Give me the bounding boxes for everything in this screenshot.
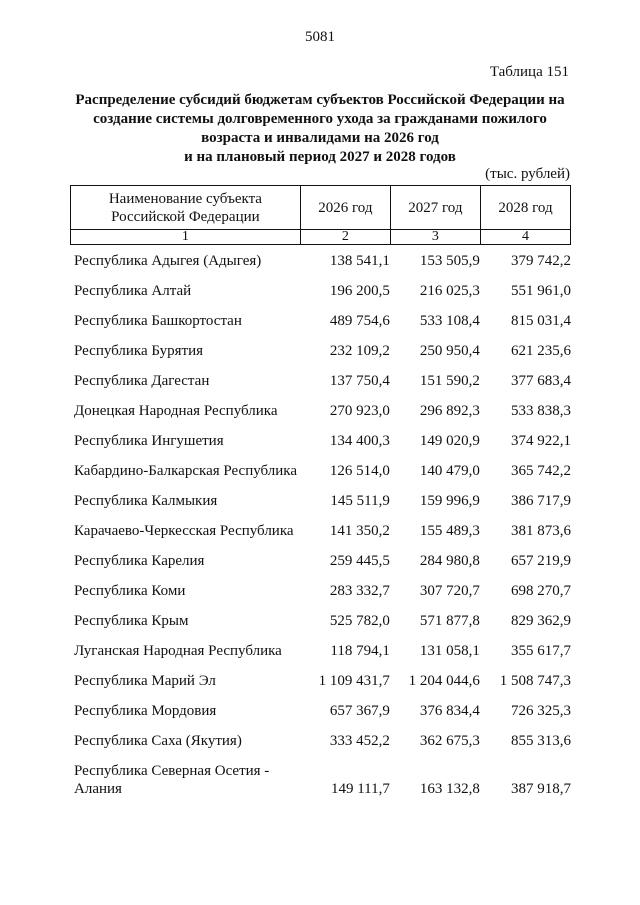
table-body <box>70 246 571 804</box>
value-2026: 489 754,6 <box>329 313 390 329</box>
table-row <box>70 756 571 804</box>
value-2028: 551 961,0 <box>511 283 571 299</box>
value-2028: 1 508 747,3 <box>499 673 571 689</box>
value-2028: 355 617,7 <box>511 643 571 659</box>
region-name: Республика Карелия <box>74 553 205 569</box>
title-line: Распределение субсидий бюджетам субъектов Российской Федерации на <box>75 92 565 108</box>
value-2028: 377 683,4 <box>511 373 571 389</box>
table-row <box>70 426 571 456</box>
value-2026: 333 452,2 <box>329 733 390 749</box>
region-name: Республика Коми <box>74 583 186 599</box>
table-row <box>70 516 571 546</box>
value-2027: 362 675,3 <box>419 733 480 749</box>
value-2027: 376 834,4 <box>419 703 480 719</box>
table-row <box>70 636 571 666</box>
value-2026: 134 400,3 <box>329 433 390 449</box>
region-name: Республика Марий Эл <box>74 673 216 689</box>
value-2028: 386 717,9 <box>511 493 571 509</box>
column-number: 1 <box>71 230 301 245</box>
table-label: Таблица 151 <box>489 64 569 80</box>
table-row <box>70 396 571 426</box>
region-name: Республика Северная Осетия - Алания <box>74 763 270 797</box>
table-row <box>70 696 571 726</box>
table-row <box>70 276 571 306</box>
table-row <box>70 726 571 756</box>
table-row <box>70 306 571 336</box>
region-name: Республика Калмыкия <box>74 493 218 509</box>
region-name: Республика Крым <box>74 613 189 629</box>
value-2028: 815 031,4 <box>511 313 571 329</box>
table-row <box>70 576 571 606</box>
column-number: 4 <box>480 230 570 245</box>
title-line: и на плановый период 2027 и 2028 годов <box>184 149 456 165</box>
value-2026: 126 514,0 <box>329 463 390 479</box>
value-2028: 533 838,3 <box>511 403 571 419</box>
header-2027: 2027 год <box>390 186 480 230</box>
value-2028: 374 922,1 <box>511 433 571 449</box>
page-number: 5081 <box>305 29 335 45</box>
value-2028: 657 219,9 <box>511 553 571 569</box>
value-2027: 131 058,1 <box>419 643 480 659</box>
value-2028: 829 362,9 <box>511 613 571 629</box>
value-2026: 270 923,0 <box>329 403 390 419</box>
region-name: Республика Ингушетия <box>74 433 224 449</box>
value-2027: 159 996,9 <box>419 493 480 509</box>
value-2027: 533 108,4 <box>419 313 480 329</box>
table-row <box>70 486 571 516</box>
value-2026: 196 200,5 <box>329 283 390 299</box>
region-name: Карачаево-Черкесская Республика <box>74 523 294 539</box>
value-2026: 145 511,9 <box>330 493 390 509</box>
value-2027: 140 479,0 <box>419 463 480 479</box>
value-2027: 149 020,9 <box>419 433 480 449</box>
region-name: Республика Алтай <box>74 283 192 299</box>
region-name: Донецкая Народная Республика <box>74 403 278 419</box>
value-2026: 137 750,4 <box>329 373 390 389</box>
table-row <box>70 336 571 366</box>
value-2026: 232 109,2 <box>329 343 390 359</box>
value-2026: 118 794,1 <box>330 643 390 659</box>
header-name: Наименование субъекта Российской Федерации <box>71 186 301 230</box>
value-2027: 296 892,3 <box>419 403 480 419</box>
value-2028: 698 270,7 <box>511 583 571 599</box>
table-title <box>60 91 580 167</box>
region-name: Республика Мордовия <box>74 703 217 719</box>
value-2027: 571 877,8 <box>419 613 480 629</box>
region-name: Республика Дагестан <box>74 373 210 389</box>
value-2026: 525 782,0 <box>329 613 390 629</box>
value-2027: 307 720,7 <box>419 583 480 599</box>
value-2028: 621 235,6 <box>511 343 571 359</box>
units-label: (тыс. рублей) <box>485 166 570 182</box>
value-2026: 657 367,9 <box>329 703 390 719</box>
value-2028: 387 918,7 <box>511 781 571 797</box>
table-row <box>70 546 571 576</box>
value-2028: 381 873,6 <box>511 523 571 539</box>
value-2027: 216 025,3 <box>419 283 480 299</box>
region-name: Республика Бурятия <box>74 343 204 359</box>
region-name: Республика Адыгея (Адыгея) <box>74 253 262 269</box>
table-row <box>70 366 571 396</box>
value-2026: 141 350,2 <box>329 523 390 539</box>
value-2027: 1 204 044,6 <box>408 673 480 689</box>
value-2026: 1 109 431,7 <box>318 673 390 689</box>
table-row <box>70 246 571 276</box>
value-2028: 855 313,6 <box>511 733 571 749</box>
value-2026: 259 445,5 <box>329 553 390 569</box>
value-2028: 379 742,2 <box>511 253 571 269</box>
value-2028: 726 325,3 <box>511 703 571 719</box>
region-name: Кабардино-Балкарская Республика <box>74 463 298 479</box>
value-2027: 155 489,3 <box>419 523 480 539</box>
value-2027: 284 980,8 <box>419 553 480 569</box>
region-name: Луганская Народная Республика <box>74 643 282 659</box>
value-2026: 283 332,7 <box>329 583 390 599</box>
region-name: Республика Саха (Якутия) <box>74 733 242 749</box>
column-number: 3 <box>390 230 480 245</box>
header-2026: 2026 год <box>300 186 390 230</box>
title-line: возраста и инвалидами на 2026 год <box>201 130 439 146</box>
value-2028: 365 742,2 <box>511 463 571 479</box>
value-2027: 151 590,2 <box>419 373 480 389</box>
column-number: 2 <box>300 230 390 245</box>
title-line: создание системы долговременного ухода за гражданами пожилого <box>93 111 547 127</box>
table-header <box>70 185 571 245</box>
header-2028: 2028 год <box>480 186 570 230</box>
value-2027: 153 505,9 <box>419 253 480 269</box>
table-row <box>70 606 571 636</box>
value-2026: 138 541,1 <box>329 253 390 269</box>
table-row <box>70 456 571 486</box>
value-2027: 163 132,8 <box>419 781 480 797</box>
value-2026: 149 111,7 <box>330 781 390 797</box>
value-2027: 250 950,4 <box>419 343 480 359</box>
region-name: Республика Башкортостан <box>74 313 242 329</box>
table-row <box>70 666 571 696</box>
